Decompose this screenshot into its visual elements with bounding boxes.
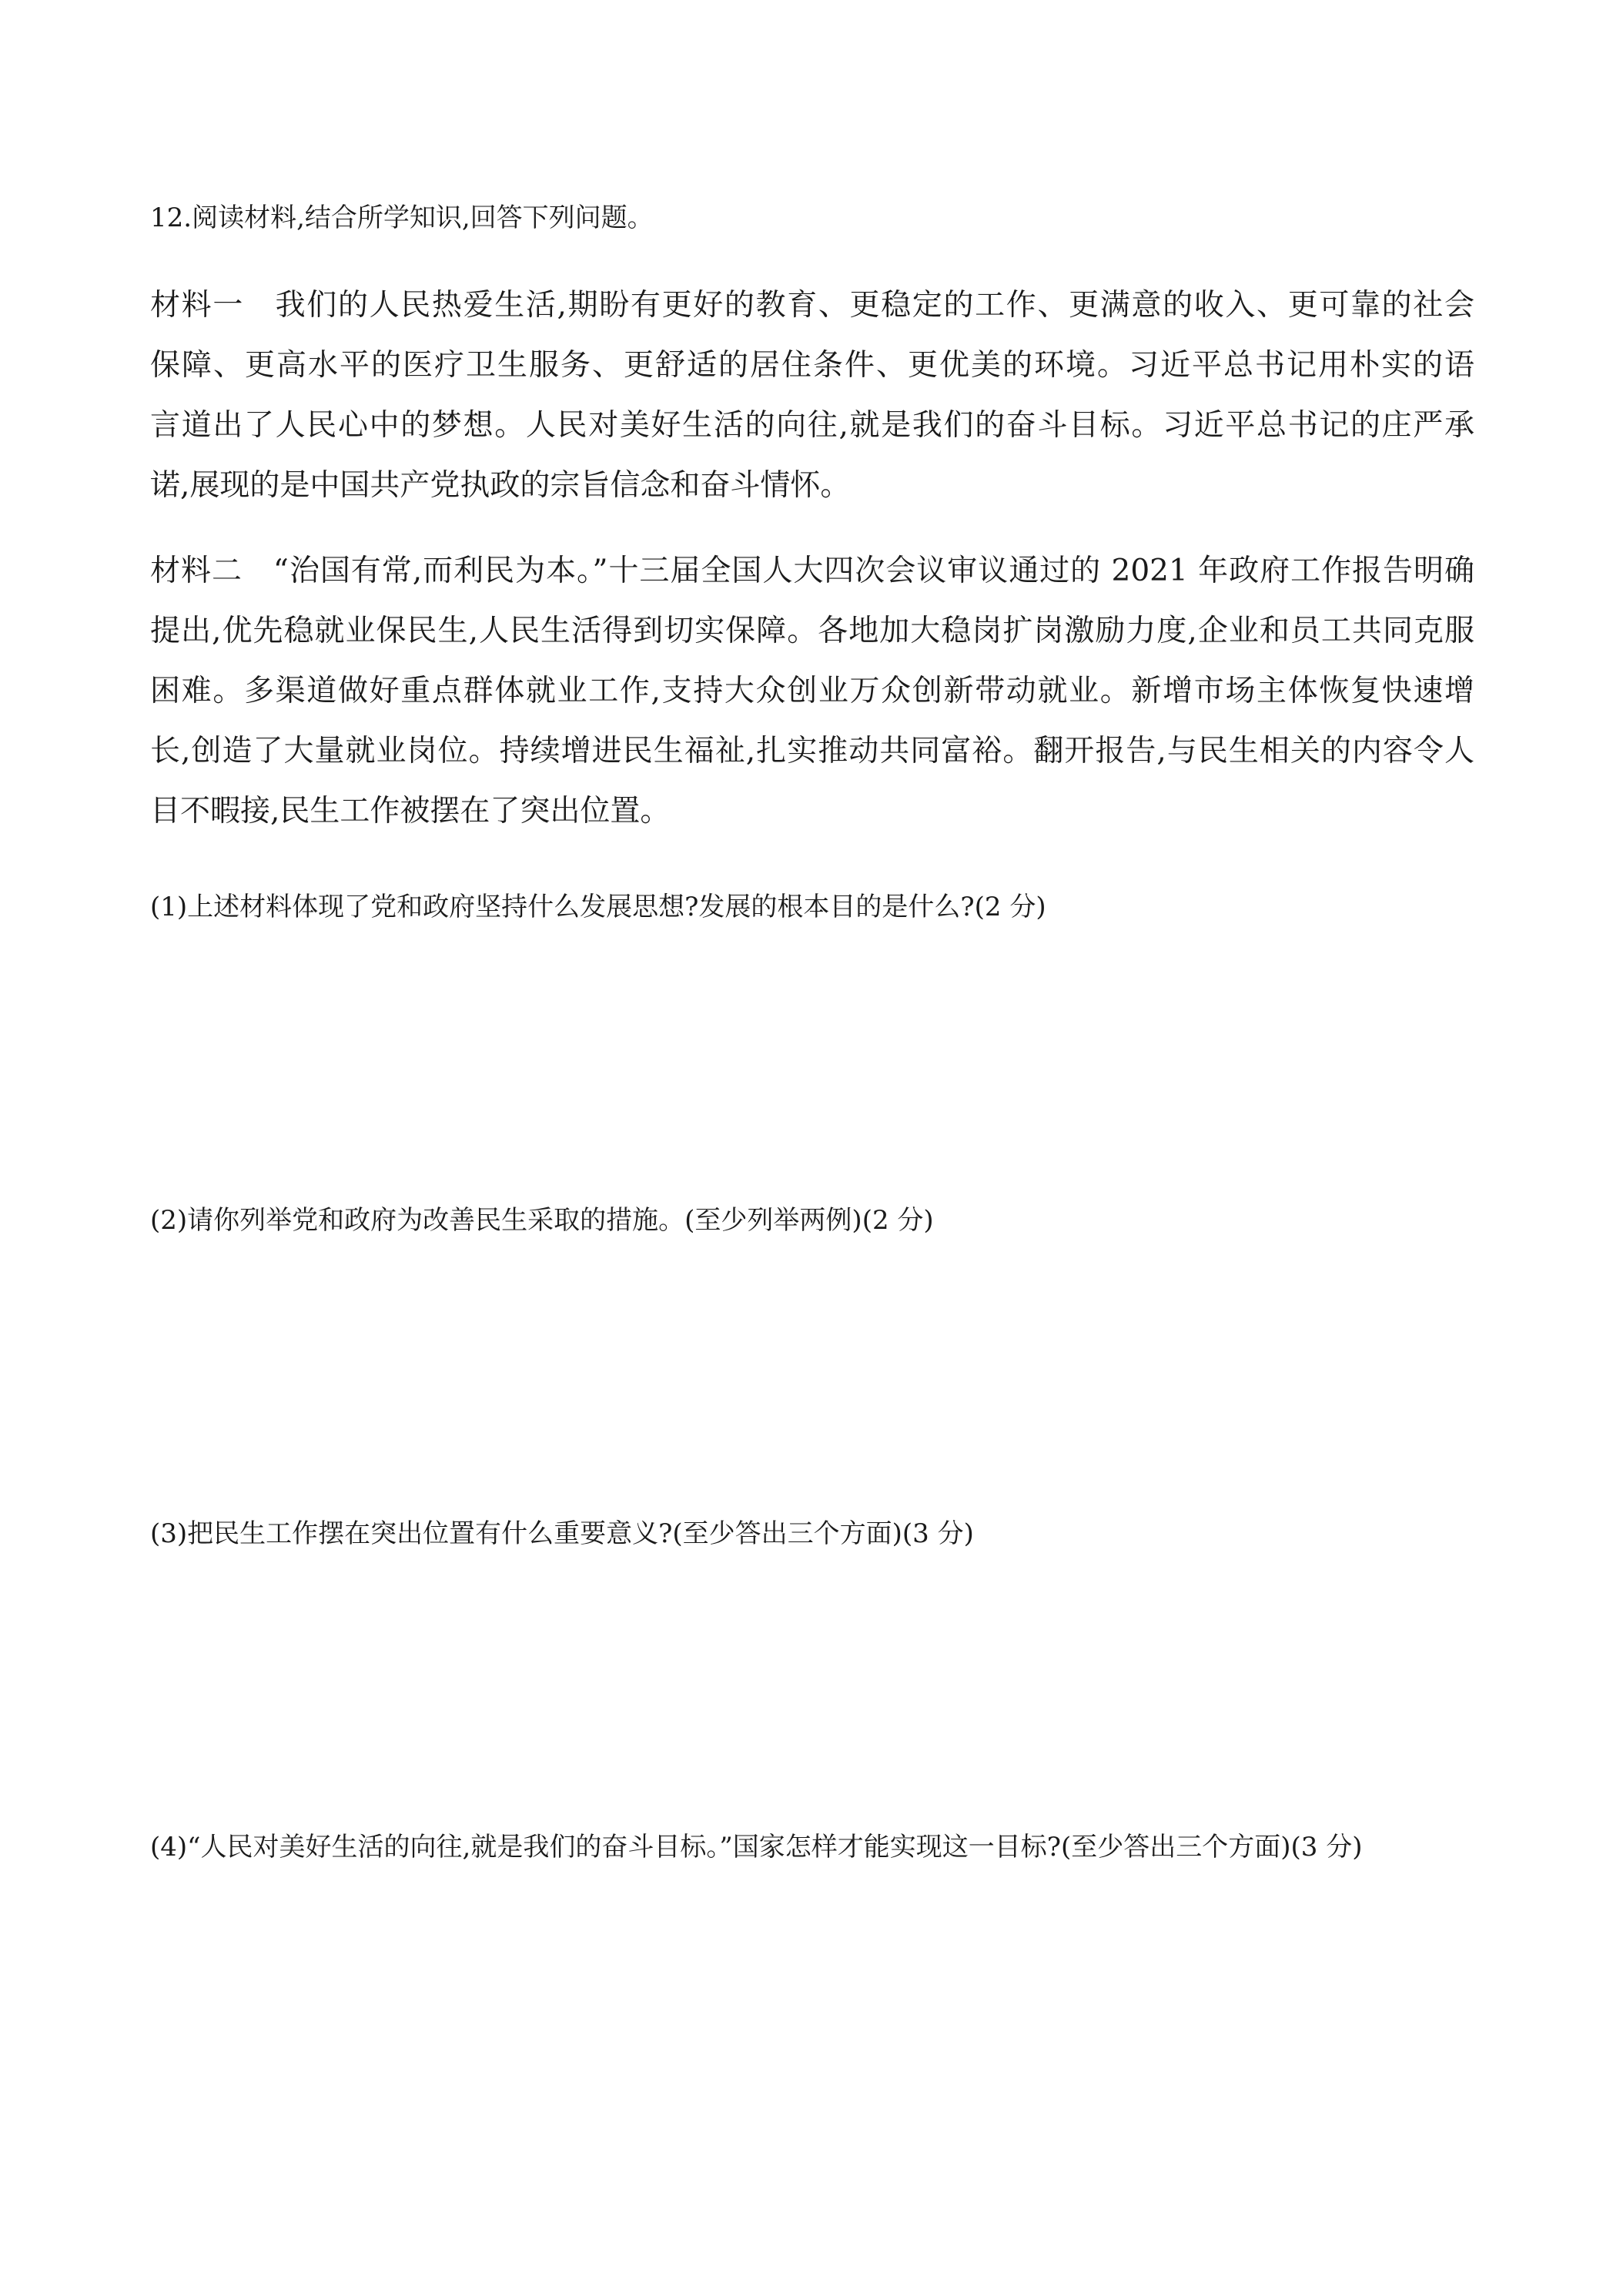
answer-area-4[interactable]: [150, 1876, 1474, 2107]
material-two-line: 困难。多渠道做好重点群体就业工作,支持大众创业万众创新带动就业。新增市场主体恢复快速增: [150, 674, 1474, 708]
sub-question-2: (2)请你列举党和政府为改善民生采取的措施。(至少列举两例)(2 分): [150, 1205, 934, 1236]
question-title: 12.阅读材料,结合所学知识,回答下列问题。: [150, 202, 654, 233]
material-two: [150, 541, 1474, 842]
answer-area-1[interactable]: [150, 935, 1474, 1166]
material-one: [150, 276, 1474, 516]
material-two-line: 提出,优先稳就业保民生,人民生活得到切实保障。各地加大稳岗扩岗激励力度,企业和员工共同克服: [150, 614, 1474, 648]
answer-area-3[interactable]: [150, 1562, 1474, 1793]
sub-question-3: (3)把民生工作摆在突出位置有什么重要意义?(至少答出三个方面)(3 分): [150, 1518, 974, 1549]
material-two-line: 长,创造了大量就业岗位。持续增进民生福祉,扎实推动共同富裕。翻开报告,与民生相关的内容令人: [150, 734, 1474, 768]
answer-area-2[interactable]: [150, 1249, 1474, 1480]
material-two-line: 材料二 “治国有常,而利民为本。”十三届全国人大四次会议审议通过的 2021 年政府工作报告明确: [150, 554, 1474, 588]
material-one-line: 保障、更高水平的医疗卫生服务、更舒适的居住条件、更优美的环境。习近平总书记用朴实的语: [150, 348, 1474, 383]
sub-question-1: (1)上述材料体现了党和政府坚持什么发展思想?发展的根本目的是什么?(2 分): [150, 892, 1046, 922]
sub-question-4: (4)“人民对美好生活的向往,就是我们的奋斗目标。”国家怎样才能实现这一目标?(至少答出三个方面)(3 分): [150, 1832, 1363, 1863]
material-one-line: 材料一 我们的人民热爱生活,期盼有更好的教育、更稳定的工作、更满意的收入、更可靠的社会: [150, 288, 1474, 323]
material-one-line: 诺,展现的是中国共产党执政的宗旨信念和奋斗情怀。: [150, 468, 851, 503]
material-one-line: 言道出了人民心中的梦想。人民对美好生活的向往,就是我们的奋斗目标。习近平总书记的庄严承: [150, 408, 1474, 443]
material-two-line: 目不暇接,民生工作被摆在了突出位置。: [150, 794, 671, 828]
